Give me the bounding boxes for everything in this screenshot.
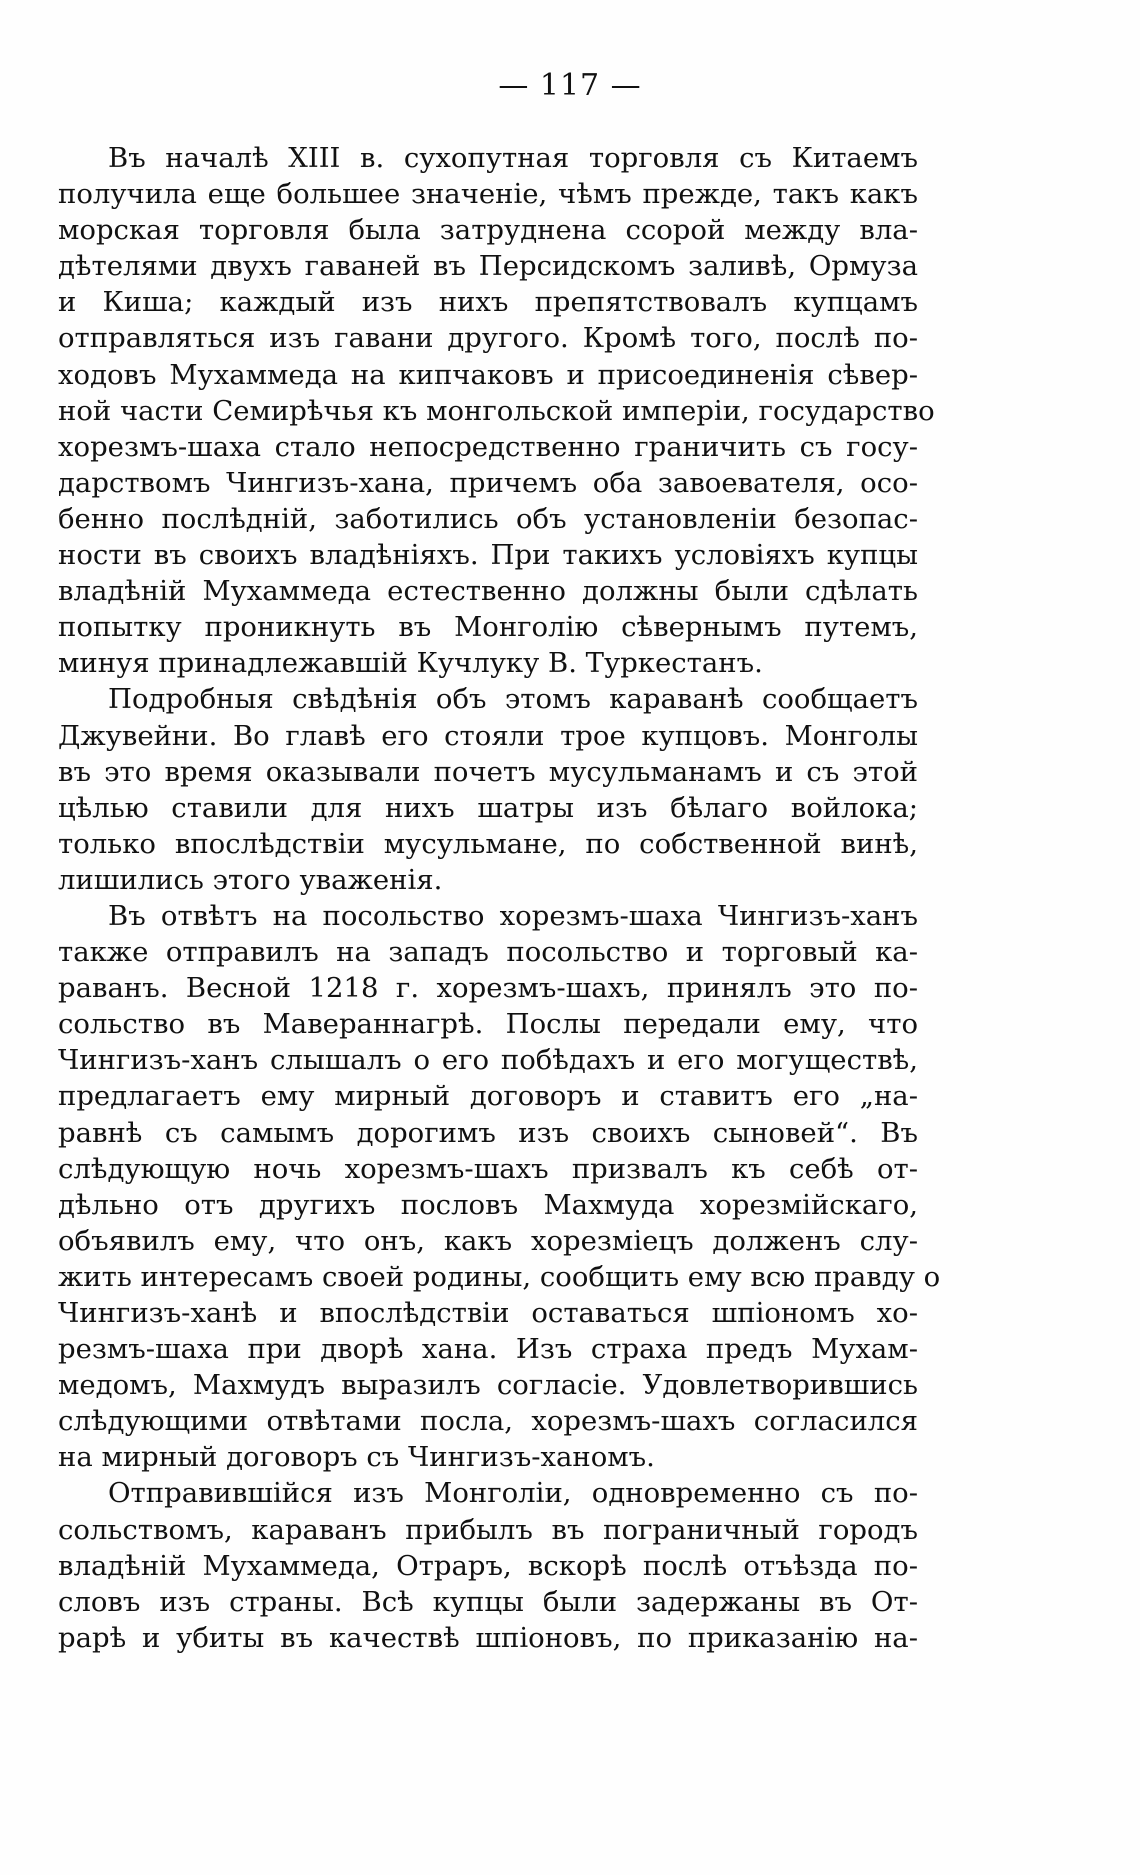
text-line: на мирный договоръ съ Чингизъ-ханомъ. [58, 1441, 655, 1474]
text-line: сольствомъ, караванъ прибылъ въ пограничный городъ [58, 1513, 918, 1546]
text-line: Чингизъ-ханъ слышалъ о его побѣдахъ и его могуществѣ, [58, 1044, 918, 1077]
text-line: получила еще большее значеніе, чѣмъ прежде, такъ какъ [58, 178, 918, 211]
text-line: ходовъ Мухаммеда на кипчаковъ и присоединенія сѣвер- [58, 358, 918, 391]
text-line: Чингизъ-ханѣ и впослѣдствіи оставаться шпіономъ хо- [58, 1297, 918, 1329]
text-line: дѣтелями двухъ гаваней въ Персидскомъ заливѣ, Ормуза [58, 250, 918, 283]
text-line: отправляться изъ гавани другого. Кромѣ того, послѣ по- [58, 322, 918, 355]
text-line: бенно послѣдній, заботились объ установленіи безопас- [58, 502, 918, 535]
text-line: дѣльно отъ другихъ пословъ Махмуда хорезмійскаго, [58, 1188, 918, 1221]
text-line: предлагаетъ ему мирный договоръ и ставитъ его „на- [58, 1080, 918, 1113]
text-line: раванъ. Весной 1218 г. хорезмъ-шахъ, принялъ это по- [58, 972, 918, 1005]
text-line: владѣній Мухаммеда, Отраръ, вскорѣ послѣ отъѣзда по- [58, 1549, 918, 1582]
text-line: Въ отвѣтъ на посольство хорезмъ-шаха Чингизъ-ханъ [108, 899, 918, 932]
text-line: словъ изъ страны. Всѣ купцы были задержаны въ От- [58, 1585, 918, 1618]
text-line: Отправившійся изъ Монголіи, одновременно съ по- [108, 1477, 918, 1510]
text-line: цѣлью ставили для нихъ шатры изъ бѣлаго войлока; [58, 791, 918, 824]
text-line: Джувейни. Во главѣ его стояли трое купцовъ. Монголы [58, 719, 918, 752]
text-line: морская торговля была затруднена ссорой между вла- [58, 214, 918, 247]
text-line: хорезмъ-шаха стало непосредственно граничить съ госу- [58, 430, 918, 463]
text-line: медомъ, Махмудъ выразилъ согласіе. Удовлетворившись [58, 1369, 918, 1402]
text-line: ной части Семирѣчья къ монгольской имперіи, государство [58, 394, 935, 427]
text-line: ности въ своихъ владѣніяхъ. При такихъ условіяхъ купцы [58, 539, 918, 572]
text-line: сольство въ Мавераннагрѣ. Послы передали ему, что [58, 1008, 918, 1041]
text-line: слѣдующими отвѣтами посла, хорезмъ-шахъ согласился [58, 1405, 918, 1438]
text-line: владѣній Мухаммеда естественно должны были сдѣлать [58, 575, 918, 608]
text-line: резмъ-шаха при дворѣ хана. Изъ страха предъ Мухам- [58, 1333, 918, 1366]
text-line: рарѣ и убиты въ качествѣ шпіоновъ, по приказанію на- [58, 1621, 918, 1654]
text-line: Въ началѣ XIII в. сухопутная торговля съ Китаемъ [108, 142, 918, 174]
page-number: — 117 — [498, 68, 642, 103]
text-line: лишились этого уваженія. [58, 863, 443, 896]
text-line: также отправилъ на западъ посольство и торговый ка- [58, 936, 918, 969]
text-line: только впослѣдствіи мусульмане, по собственной винѣ, [58, 827, 918, 860]
text-line: слѣдующую ночь хорезмъ-шахъ призвалъ къ себѣ от- [58, 1152, 918, 1185]
text-line: жить интересамъ своей родины, сообщить ему всю правду о [58, 1260, 941, 1293]
text-line: попытку проникнуть въ Монголію сѣвернымъ путемъ, [58, 611, 918, 644]
text-line: въ это время оказывали почетъ мусульманамъ и съ этой [58, 755, 918, 788]
text-line: Подробныя свѣдѣнія объ этомъ караванѣ сообщаетъ [108, 683, 918, 716]
text-line: равнѣ съ самымъ дорогимъ изъ своихъ сыновей“. Въ [58, 1116, 918, 1149]
text-line: дарствомъ Чингизъ-хана, причемъ оба завоевателя, осо- [58, 466, 918, 499]
text-line: и Киша; каждый изъ нихъ препятствовалъ купцамъ [58, 286, 918, 319]
text-line: объявилъ ему, что онъ, какъ хорезміецъ долженъ слу- [58, 1224, 918, 1257]
body-text [58, 140, 941, 1656]
text-line: минуя принадлежавшій Кучлуку В. Туркестанъ. [58, 647, 763, 680]
